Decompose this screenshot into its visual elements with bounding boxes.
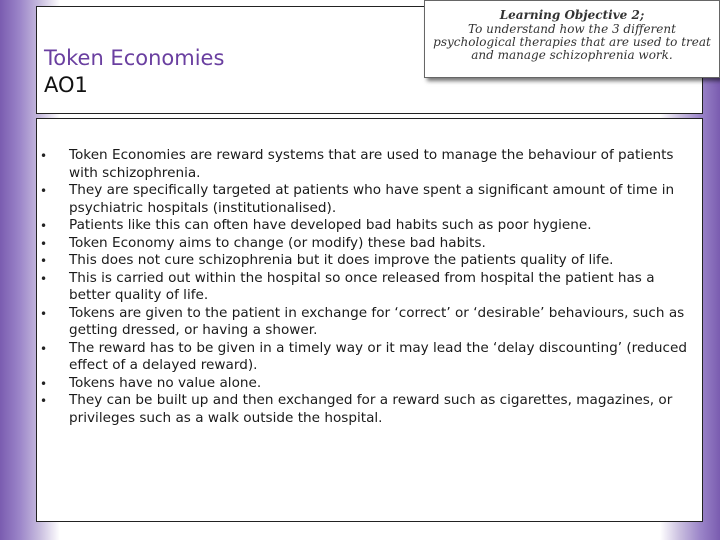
slide-title <box>44 45 224 99</box>
bullet-text: Token Economy aims to change (or modify) these bad habits. <box>69 234 486 251</box>
list-item <box>0 182 700 217</box>
list-item <box>0 235 700 253</box>
list-item <box>0 147 700 182</box>
title-line-2: AO1 <box>44 73 88 97</box>
list-item <box>0 340 700 375</box>
list-item <box>0 252 700 270</box>
bullet-list <box>0 147 700 427</box>
bullet-icon: • <box>40 271 48 286</box>
bullet-icon: • <box>40 394 48 408</box>
bullet-text: They can be built up and then exchanged for a reward such as cigarettes, magazines, or privileges such as a walk outside the hospital. <box>69 392 673 426</box>
bullet-text: Tokens have no value alone. <box>69 374 262 391</box>
bullet-icon: • <box>40 184 48 198</box>
objective-text: To understand how the 3 different psychological therapies that are used to treat and manage schizophrenia work. <box>433 22 711 62</box>
bullet-icon: • <box>40 376 48 391</box>
bullet-text: Token Economies are reward systems that are used to manage the behaviour of patients with schizophrenia. <box>69 147 674 181</box>
bullet-text: Tokens are given to the patient in exchange for ‘correct’ or ‘desirable’ behaviours, such as getting dressed, or having a shower. <box>69 304 685 338</box>
bullet-icon: • <box>40 219 48 233</box>
learning-objective-box <box>424 0 720 78</box>
bullet-icon: • <box>40 149 48 163</box>
bullet-text: The reward has to be given in a timely way or it may lead the ‘delay discounting’ (reduced effect of a delayed reward). <box>69 339 688 373</box>
list-item <box>0 217 700 235</box>
objective-heading: Learning Objective 2; <box>499 8 645 22</box>
bullet-icon: • <box>40 306 48 321</box>
list-item <box>0 392 700 427</box>
bullet-icon: • <box>40 254 48 268</box>
bullet-icon: • <box>40 341 48 356</box>
list-item <box>0 305 700 340</box>
list-item <box>0 270 700 305</box>
list-item <box>0 375 700 393</box>
bullet-text: This is carried out within the hospital so once released from hospital the patient has a better quality of life. <box>69 269 655 303</box>
title-line-1: Token Economies <box>44 46 225 70</box>
bullet-text: They are specifically targeted at patients who have spent a significant amount of time in psychiatric hospitals (institutionalised). <box>69 182 675 216</box>
bullet-icon: • <box>40 236 48 251</box>
bullet-text: This does not cure schizophrenia but it does improve the patients quality of life. <box>69 252 614 268</box>
bullet-text: Patients like this can often have developed bad habits such as poor hygiene. <box>69 217 592 233</box>
